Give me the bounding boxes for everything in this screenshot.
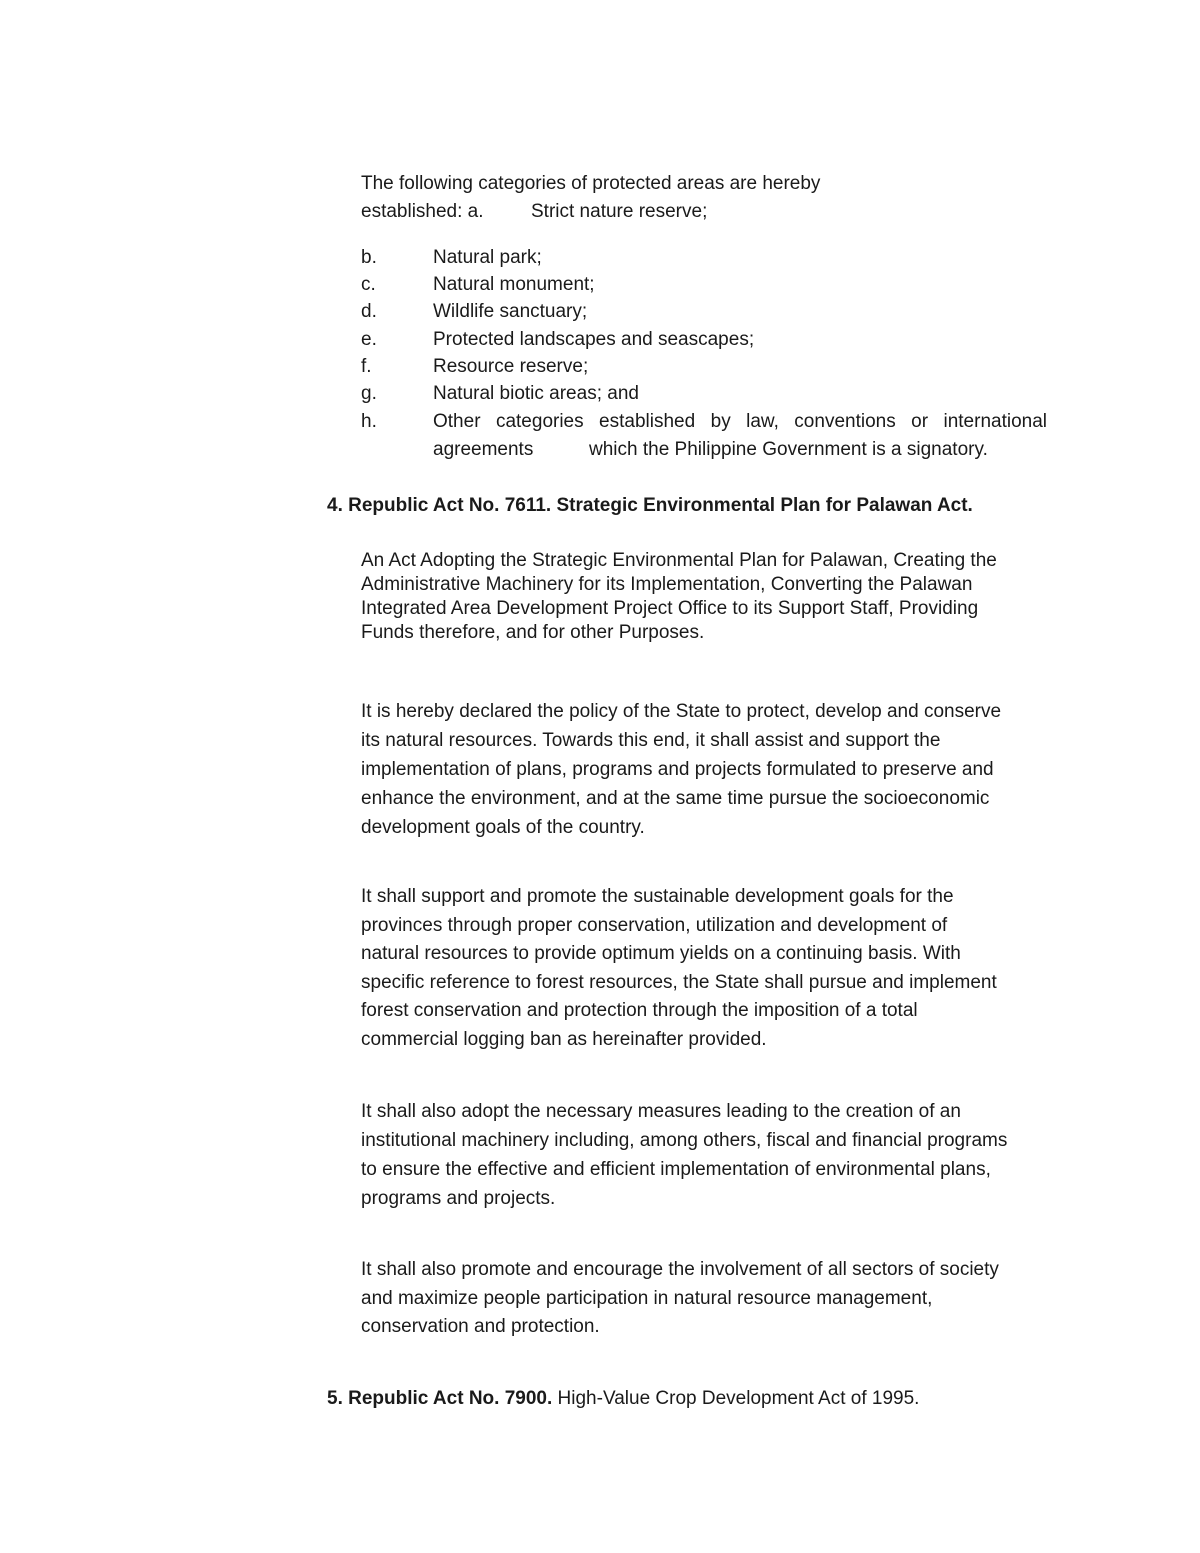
paragraph-line: forest conservation and protection through the imposition of a total [361, 1000, 918, 1022]
intro-line-2 [361, 200, 708, 224]
list-letter: h. [361, 411, 377, 432]
list-letter: b. [361, 247, 377, 268]
list-item-continuation [433, 438, 988, 462]
paragraph-line: It is hereby declared the policy of the State to protect, develop and conserve [361, 701, 1002, 722]
list-text: Other categories established by law, conventions or international [433, 411, 1047, 432]
paragraph-line: commercial logging ban as hereinafter provided. [361, 1028, 767, 1050]
paragraph-line: provinces through proper conservation, utilization and development of [361, 914, 948, 936]
list-text: Resource reserve; [433, 356, 589, 377]
paragraph-line: development goals of the country. [361, 817, 645, 838]
section-5-heading [327, 1387, 919, 1411]
paragraph-line: It shall support and promote the sustainable development goals for the [361, 886, 954, 907]
paragraph-line: conservation and protection. [361, 1316, 600, 1337]
list-letter: c. [361, 274, 376, 295]
paragraph-line: natural resources to provide optimum yields on a continuing basis. With [361, 943, 961, 965]
list-text: Natural park; [433, 247, 542, 268]
section-5-heading-bold: 5. Republic Act No. 7900. [327, 1388, 553, 1409]
list-letter: d. [361, 301, 377, 322]
section-5-heading-rest: High-Value Crop Development Act of 1995. [552, 1388, 920, 1409]
list-letter: e. [361, 329, 377, 350]
intro-line-2-prefix: established: a. [361, 201, 484, 222]
paragraph-line: It shall also promote and encourage the involvement of all sectors of society [361, 1259, 999, 1280]
paragraph-line: enhance the environment, and at the same time pursue the socioeconomic [361, 788, 990, 809]
paragraph-line: specific reference to forest resources, the State shall pursue and implement [361, 971, 997, 993]
list-text-part: which the Philippine Government is a signatory. [589, 439, 988, 460]
paragraph-line: It shall also adopt the necessary measures leading to the creation of an [361, 1101, 961, 1122]
list-letter: f. [361, 356, 372, 377]
paragraph-line: Administrative Machinery for its Implementation, Converting the Palawan [361, 574, 973, 595]
paragraph-line: Funds therefore, and for other Purposes. [361, 622, 705, 643]
intro-line-1: The following categories of protected areas are hereby [361, 173, 821, 194]
paragraph-line: and maximize people participation in natural resource management, [361, 1287, 933, 1309]
list-letter: g. [361, 383, 377, 404]
list-text: Natural biotic areas; and [433, 383, 639, 404]
paragraph [361, 697, 1061, 842]
list-text: Protected landscapes and seascapes; [433, 329, 755, 350]
paragraph-line: its natural resources. Towards this end, it shall assist and support the [361, 730, 941, 751]
category-a-text: Strict nature reserve; [531, 201, 708, 222]
paragraph [361, 883, 1061, 1055]
section-4-heading: 4. Republic Act No. 7611. Strategic Environmental Plan for Palawan Act. [327, 495, 973, 516]
paragraph [361, 1097, 1061, 1213]
list-text-part: agreements [433, 439, 534, 460]
list-text: Natural monument; [433, 274, 595, 295]
paragraph-line: Integrated Area Development Project Office to its Support Staff, Providing [361, 598, 979, 619]
paragraph-line: implementation of plans, programs and projects formulated to preserve and [361, 759, 994, 780]
paragraph-line: institutional machinery including, among others, fiscal and financial programs [361, 1130, 1008, 1151]
paragraph-line: An Act Adopting the Strategic Environmental Plan for Palawan, Creating the [361, 550, 997, 571]
paragraph-line: to ensure the effective and efficient implementation of environmental plans, [361, 1159, 991, 1180]
list-text: Wildlife sanctuary; [433, 301, 588, 322]
paragraph-line: programs and projects. [361, 1188, 556, 1209]
paragraph [361, 549, 1061, 645]
paragraph [361, 1256, 1061, 1342]
